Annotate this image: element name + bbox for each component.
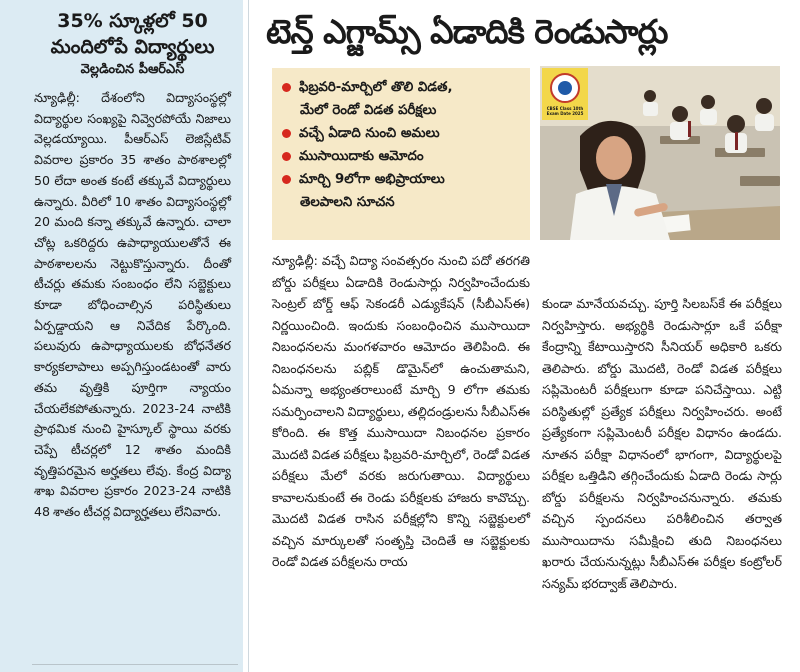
sidebar-headline-line1: 35% స్కూళ్లలో 50 (57, 10, 208, 32)
sidebar-story (0, 0, 243, 672)
highlights-list (272, 68, 530, 214)
sidebar-body: న్యూఢిల్లీ: దేశంలోని విద్యాసంస్థల్లో విద్యార్థుల సంఖ్యపై నివ్వెరపోయే నిజాలు వెల్లడయ్యాయి. పీఆర్ఎస్ లెజిస్లేటివ్ వివరాల ప్రకారం 35 శాతం పాఠశాలల్లో 50 లేదా అంత కంటే తక్కువే విద్యార్థులు ఉన్నారు. వీరిలో 10 శాతం విద్యాసంస్థల్లో 20 మంది కన్నా తక్కువే ఉన్నారు. చాలా చోట్ల ఒకరిద్దరు ఉపాధ్యాయులతోనే ఈ పాఠశాలలను నెట్టుకొస్తున్నారు. దీంతో టీచర్లు తమకు సంబంధం లేని సబ్జెక్టులు కూడా బోధించాల్సిన పరిస్థితులు ఏర్పడ్డాయని ఆ నివేదిక పేర్కొంది. పలువురు ఉపాధ్యాయులకు బోధనేతర కార్యకలాపాలు అప్పగిస్తుండటంతో వారు తమ వృత్తికి పూర్తిగా న్యాయం చేయలేకపోతున్నారు. 2023-24 నాటికి ప్రాథమిక నుంచి హైస్కూల్ స్థాయి వరకు చెప్పే టీచర్లలో 12 శాతం మందికి వృత్తిపరమైన అర్హతలు లేవు. కేంద్ర విద్యా శాఖ వివరాల ప్రకారం 2023-24 నాటికి 48 శాతం టీచర్ల విద్యార్హతలు లేనివారు. (34, 90, 231, 520)
bullet-dot-icon (282, 175, 291, 184)
sidebar-bottom-rule (32, 664, 238, 665)
bullet-dot-icon (282, 129, 291, 138)
body-column-2: కుండా మానేయవచ్చు. పూర్తి సిలబస్‌కే ఈ పరీక్షలు నిర్వహిస్తారు. అభ్యర్థికి రెండుసార్లూ ఒకే పరీక్షా కేంద్రాన్ని కేటాయిస్తారని సీనియర్ అధికారి ఒకరు తెలిపారు. బోర్డు మొదటి, రెండో విడత పరీక్షలు సప్లిమెంటరీ పరీక్షలుగా కూడా పనిచేస్తాయి. ఎట్టి పరిస్థితుల్లో ప్రత్యేక పరీక్షలు నిర్వహించరు. అంటే ప్రత్యేకంగా సప్లిమెంటరీ పరీక్షల విధానం ఉండదు. నూతన పరీక్షా విధానంలో భాగంగా, విద్యార్థులపై పరీక్షల ఒత్తిడిని తగ్గించేందుకు ఏడాది రెండు సార్లు బోర్డు పరీక్షలను నిర్వహించనున్నారు. తమకు వచ్చిన స్పందనలు పరిశీలించిన తర్వాత ముసాయిదాను సమీక్షించి తుది నిబంధనలు ఖరారు చేయనున్నట్లు సీబీఎస్ఈ పరీక్షల కంట్రోలర్ సన్యమ్ భరద్వాజ్ తెలిపారు. (542, 296, 782, 591)
highlight-item (282, 145, 524, 168)
bullet-dot-icon (282, 152, 291, 161)
body-column-1: న్యూఢిల్లీ: వచ్చే విద్యా సంవత్సరం నుంచి పదో తరగతి బోర్డు పరీక్షలు ఏడాదికి రెండుసార్లు నిర్వహించేందుకు సెంట్రల్ బోర్డ్ ఆఫ్ సెకండరీ ఎడ్యుకేషన్ (సీబీఎస్ఈ) నిర్ణయించింది. ఇందుకు సంబంధించిన ముసాయిదా నిబంధనలను మంగళవారం ఆమోదం తెలిపింది. ఈ నిబంధనలను పబ్లిక్ డొమైన్‌లో ఉంచుతామని, ఏమన్నా అభ్యంతరాలుంటే మార్చి 9 లోగా తమకు సమర్పించాలని విద్యార్థులు, తల్లిదండ్రులను సీబీఎస్ఈ కోరింది. ఈ కొత్త ముసాయిదా నిబంధనల ప్రకారం మొదటి విడత పరీక్షలు ఫిబ్రవరి-మార్చిలో, రెండో విడత పరీక్షలు మేలో వరకు జరుగుతాయి. విద్యార్థులు కావాలనుకుంటే ఈ రెండు పరీక్షలకు హాజరు కావొచ్చు. మొదటి విడత రాసిన పరీక్షల్లోని కొన్ని సబ్జెక్టులలో వచ్చిన మార్కులతో సంతృప్తి చెందితే ఆ సబ్జెక్టులకు రెండో విడత పరీక్షలను రాయ (272, 253, 530, 569)
bullet-dot-icon (282, 83, 291, 92)
highlights-box (272, 68, 530, 240)
sidebar-subhead: వెల్లడించిన పీఆర్ఎస్ (80, 62, 185, 77)
main-headline: టెన్త్ ఎగ్జామ్స్ ఏడాదికి రెండుసార్లు (266, 12, 668, 51)
highlight-text: తెలపాలని సూచన (300, 195, 395, 210)
highlight-item (282, 76, 524, 99)
highlight-item (282, 191, 524, 214)
highlight-text: ముసాయిదాకు ఆమోదం (299, 149, 424, 164)
highlight-item (282, 99, 524, 122)
highlight-text: మార్చి 9లోగా అభిప్రాయాలు (299, 172, 445, 187)
highlight-text: మేలో రెండో విడత పరీక్షలు (300, 103, 437, 118)
main-story (262, 0, 794, 672)
exam-hall-photo (540, 66, 780, 240)
photo-badge-text: CBSE Class 10th Exam Date 2025 (546, 106, 584, 116)
highlight-text: వచ్చే ఏడాది నుంచి అమలు (299, 126, 440, 141)
highlight-item (282, 168, 524, 191)
sidebar-headline-line2: మందిలోపే విద్యార్థులు (50, 36, 215, 58)
highlight-item (282, 122, 524, 145)
highlight-text: ఫిబ్రవరి-మార్చిలో తొలి విడత, (299, 80, 453, 95)
column-divider (248, 0, 249, 672)
